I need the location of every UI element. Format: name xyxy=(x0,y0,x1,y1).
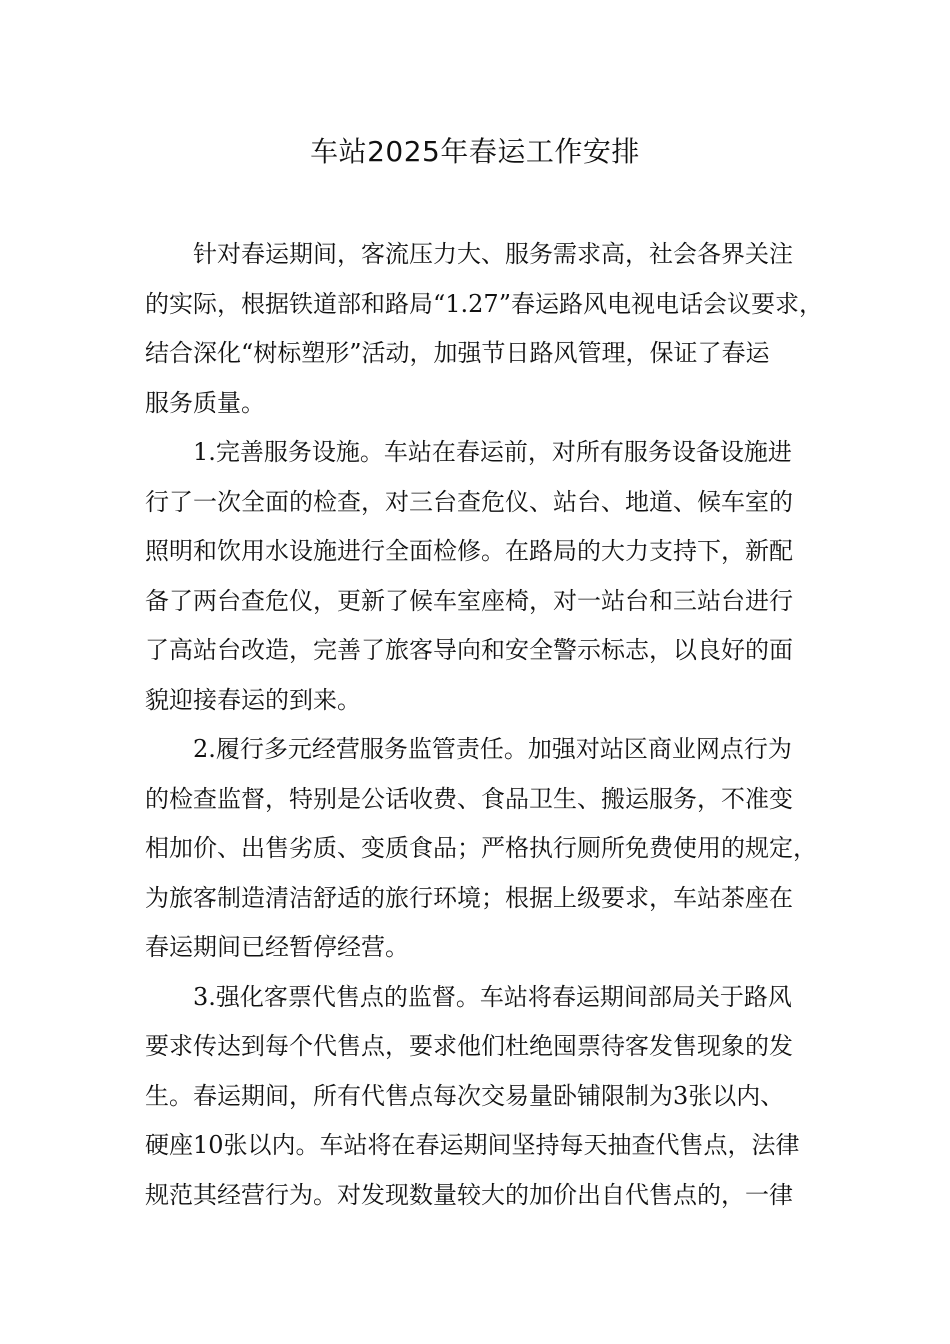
paragraph-line: 结合深化“树标塑形”活动，加强节日路风管理，保证了春运 xyxy=(145,339,770,367)
paragraph-line: 要求传达到每个代售点，要求他们杜绝囤票待客发售现象的发 xyxy=(145,1032,793,1060)
page-title: 车站2025年春运工作安排 xyxy=(310,135,640,168)
paragraph-line: 硬座10张以内。车站将在春运期间坚持每天抽查代售点，法律 xyxy=(145,1131,800,1159)
paragraph-line: 相加价、出售劣质、变质食品；严格执行厕所免费使用的规定， xyxy=(145,834,817,862)
paragraph-line: 服务质量。 xyxy=(145,388,265,417)
paragraph-line: 为旅客制造清洁舒适的旅行环境；根据上级要求，车站茶座在 xyxy=(145,883,793,912)
paragraph-line: 1.完善服务设施。车站在春运前，对所有服务设备设施进 xyxy=(193,438,792,466)
paragraph-line: 春运期间已经暂停经营。 xyxy=(145,933,409,961)
document-body xyxy=(145,230,825,1220)
paragraph-line: 貌迎接春运的到来。 xyxy=(145,685,361,714)
paragraph-line: 2.履行多元经营服务监管责任。加强对站区商业网点行为 xyxy=(193,735,792,763)
paragraph-line: 的检查监督，特别是公话收费、食品卫生、搬运服务，不准变 xyxy=(145,784,793,813)
paragraph-line: 照明和饮用水设施进行全面检修。在路局的大力支持下，新配 xyxy=(145,537,793,565)
paragraph-line: 了高站台改造，完善了旅客导向和安全警示标志，以良好的面 xyxy=(145,636,793,664)
paragraph-line: 针对春运期间，客流压力大、服务需求高，社会各界关注 xyxy=(193,240,793,268)
paragraph-line: 生。春运期间，所有代售点每次交易量卧铺限制为3张以内、 xyxy=(145,1081,785,1110)
paragraph-line: 行了一次全面的检查，对三台查危仪、站台、地道、候车室的 xyxy=(145,487,793,516)
paragraph-line: 的实际，根据铁道部和路局“1.27”春运路风电视电话会议要求， xyxy=(145,289,823,318)
paragraph-line: 备了两台查危仪，更新了候车室座椅，对一站台和三站台进行 xyxy=(145,586,793,615)
paragraph-line: 3.强化客票代售点的监督。车站将春运期间部局关于路风 xyxy=(193,982,792,1011)
paragraph-line: 规范其经营行为。对发现数量较大的加价出自代售点的，一律 xyxy=(145,1180,793,1209)
